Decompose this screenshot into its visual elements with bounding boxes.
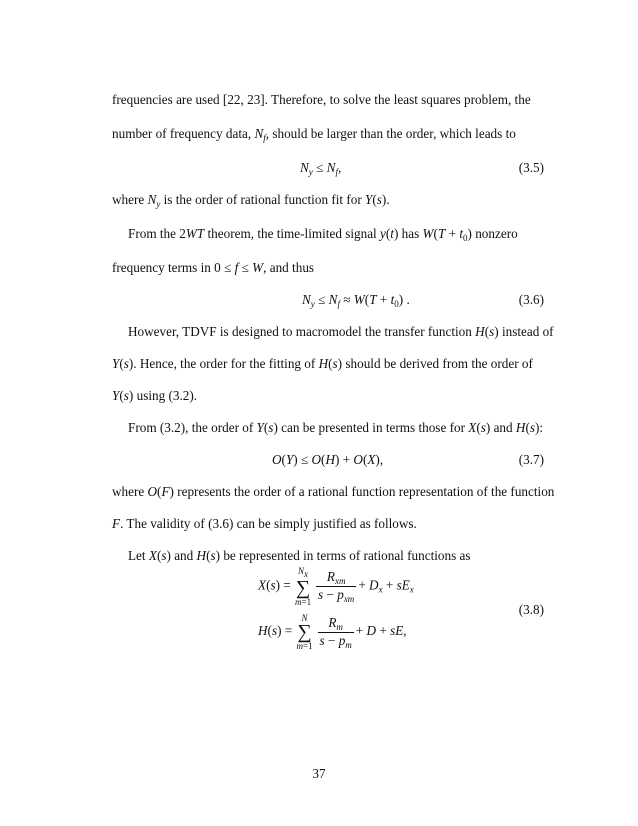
inline-math: Y(s) [112,388,134,403]
body-line-12: Let X(s) and H(s) be represented in terms of rational functions as [128,548,471,563]
equation-3-6-label: (3.6) [518,292,544,307]
inline-math: F [112,516,121,531]
inline-math: H(s) [318,356,343,371]
inline-math: $N_y$ [147,192,161,209]
inline-math: y(t) [380,226,399,241]
inline-math: Y(s) [256,420,278,435]
fraction: $\frac{R_{xm}}{s - p_{xm}}$ [318,569,355,604]
body-line-11: F. The validity of (3.6) can be simply justified as follows. [112,516,417,531]
equation-3-5-label: (3.5) [518,160,544,175]
equation-3-8-label: (3.8) [518,602,544,617]
body-line-1: frequencies are used [22, 23]. Therefore, to solve the least squares problem, the [112,92,531,107]
inline-math: H(s) [515,420,540,435]
body-line-4: From the 2WT theorem, the time-limited signal y(t) has $W(T + t_0)$ nonzero [128,226,518,243]
inline-math: $N_f$ [254,126,266,143]
body-line-9: From (3.2), the order of Y(s) can be presented in terms those for X(s) and H(s): [128,420,544,435]
inline-math: O(F) [147,484,174,499]
summation-symbol: N ∑ m=1 [296,613,313,651]
inline-math: X(s) [148,548,171,563]
body-line-6: However, TDVF is designed to macromodel the transfer function H(s) instead of [128,324,554,339]
equation-3-7-label: (3.7) [518,452,544,467]
body-line-10: where O(F) represents the order of a rational function representation of the function [112,484,555,499]
inline-math: Y(s) [365,192,387,207]
body-line-8: Y(s) using (3.2). [112,388,198,403]
inline-math: H(s) [196,548,221,563]
inline-math: X(s) [468,420,491,435]
equation-3-8-line-2: H(s) = N ∑ m=1 $\frac{R_m}{s - p_m}$ + D + sE, [258,613,407,651]
inline-math: 0 ≤ f ≤ W [214,260,264,275]
body-line-3: where $N_y$ is the order of rational function fit for Y(s). [112,192,390,209]
equation-3-5: $N_y \le N_f$, [300,160,342,177]
summation-symbol: $N_x$ ∑ m=1 [295,566,312,607]
inline-math: Y(s) [112,356,134,371]
body-line-7: Y(s). Hence, the order for the fitting of H(s) should be derived from the order of [112,356,533,371]
inline-math: H(s) [475,324,499,339]
inline-math: $W(T + t_0)$ [422,226,472,243]
equation-3-7: O(Y) ≤ O(H) + O(X), [272,452,384,467]
equation-3-6: $N_y \le N_f \approx W(T + t_0)$ . [302,292,410,309]
equation-3-8-line-1: X(s) = $N_x$ ∑ m=1 $\frac{R_{xm}}{s - p_{xm}}$ + $D_x + sE_x$ [258,566,414,607]
body-line-2: number of frequency data, $N_f$, should be larger than the order, which leads to [112,126,516,143]
body-line-5: frequency terms in 0 ≤ f ≤ W, and thus [112,260,315,275]
fraction: $\frac{R_m}{s - p_m}$ [319,614,352,650]
page-number: 37 [312,766,326,781]
